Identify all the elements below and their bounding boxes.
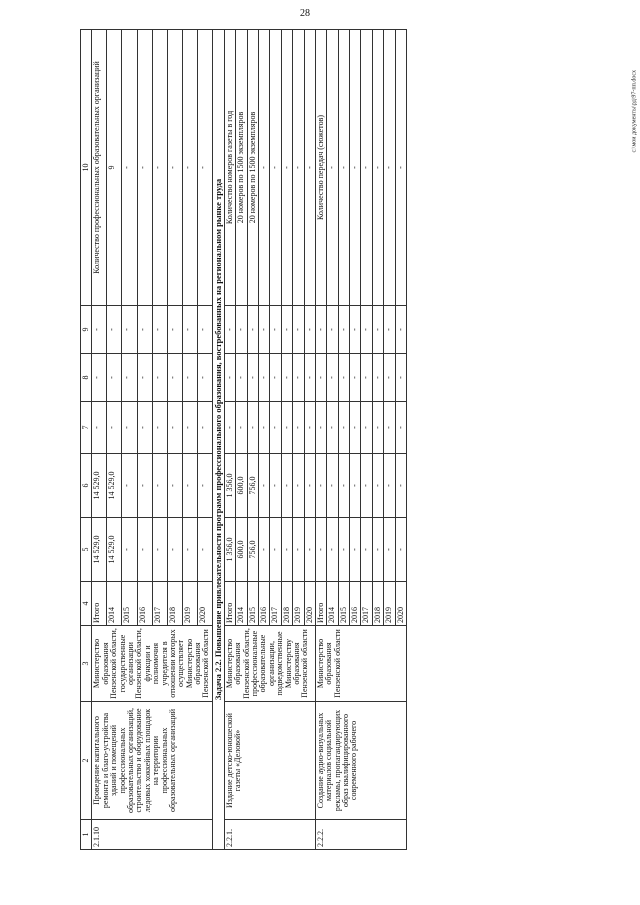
- table-cell: -: [137, 518, 152, 582]
- table-cell: 14 529,0: [107, 454, 122, 518]
- col-header: 2: [81, 702, 92, 820]
- table-cell: -: [304, 306, 315, 354]
- table-cell: -: [281, 454, 292, 518]
- table-cell: -: [167, 518, 182, 582]
- table-cell: -: [350, 454, 361, 518]
- table-cell: -: [372, 518, 383, 582]
- row-number: 2.2.2.: [315, 820, 406, 850]
- table-cell: -: [197, 402, 212, 454]
- table-cell: -: [384, 518, 395, 582]
- col-header: 7: [81, 402, 92, 454]
- indicator-cell: -: [372, 30, 383, 306]
- table-cell: -: [281, 354, 292, 402]
- table-cell: -: [197, 354, 212, 402]
- indicator-cell: -: [361, 30, 372, 306]
- table-cell: -: [152, 354, 167, 402]
- year-cell: 2018: [281, 582, 292, 626]
- table-cell: -: [384, 354, 395, 402]
- table-cell: 14 529,0: [107, 518, 122, 582]
- row-number: 2.2.1.: [224, 820, 315, 850]
- table-cell: -: [361, 454, 372, 518]
- table-cell: -: [315, 518, 326, 582]
- year-cell: 2018: [167, 582, 182, 626]
- table-cell: -: [224, 306, 235, 354]
- table-cell: -: [197, 518, 212, 582]
- year-cell: 2016: [350, 582, 361, 626]
- year-cell: 2019: [384, 582, 395, 626]
- table-cell: -: [372, 354, 383, 402]
- year-cell: 2015: [247, 582, 258, 626]
- table-cell: -: [293, 518, 304, 582]
- table-cell: -: [167, 354, 182, 402]
- year-cell: Итого: [224, 582, 235, 626]
- indicator-cell: -: [122, 30, 137, 306]
- table-cell: -: [350, 306, 361, 354]
- executor: Министерство образования Пензенской области, профессиональные образовательные организации, подведомственные Министерству образования Пензенской области: [224, 626, 315, 702]
- table-cell: -: [270, 402, 281, 454]
- table-cell: 600,0: [236, 454, 247, 518]
- col-header: 4: [81, 582, 92, 626]
- table-cell: -: [395, 402, 406, 454]
- year-cell: 2016: [258, 582, 269, 626]
- indicator-cell: -: [182, 30, 197, 306]
- indicator-cell: -: [304, 30, 315, 306]
- indicator-cell: -: [167, 30, 182, 306]
- table-cell: -: [361, 402, 372, 454]
- table-cell: -: [122, 354, 137, 402]
- table-cell: -: [182, 354, 197, 402]
- indicator-cell: -: [293, 30, 304, 306]
- table-cell: -: [92, 402, 107, 454]
- table-cell: -: [137, 402, 152, 454]
- table-cell: -: [281, 518, 292, 582]
- year-cell: 2016: [137, 582, 152, 626]
- table-cell: -: [361, 518, 372, 582]
- table-cell: -: [395, 518, 406, 582]
- table-cell: -: [107, 354, 122, 402]
- table-cell: -: [122, 454, 137, 518]
- table-cell: -: [182, 306, 197, 354]
- year-cell: Итого: [92, 582, 107, 626]
- indicator-cell: -: [350, 30, 361, 306]
- table-cell: -: [338, 454, 349, 518]
- indicator-cell: -: [395, 30, 406, 306]
- table-cell: 14 529,0: [92, 454, 107, 518]
- year-cell: 2020: [197, 582, 212, 626]
- table-cell: -: [258, 402, 269, 454]
- table-cell: -: [152, 454, 167, 518]
- indicator-cell: -: [384, 30, 395, 306]
- executor: Министерство образования Пензенской области, государственные организации Пензенской области, функции и полномочия учредителя в отношении которых осуществляет Министерство образования Пензенской области: [92, 626, 212, 702]
- table-row: [315, 30, 326, 850]
- table-cell: -: [361, 306, 372, 354]
- table-cell: -: [384, 454, 395, 518]
- indicator-cell: Количество профессиональных образовательных организаций: [92, 30, 107, 306]
- indicator-cell: 9: [107, 30, 122, 306]
- table-cell: 1 356,0: [224, 454, 235, 518]
- year-cell: 2018: [372, 582, 383, 626]
- table-cell: -: [327, 354, 338, 402]
- table-cell: -: [258, 306, 269, 354]
- table-cell: -: [281, 306, 292, 354]
- table-cell: 756,0: [247, 454, 258, 518]
- table-cell: -: [315, 402, 326, 454]
- table-cell: -: [247, 402, 258, 454]
- table-cell: -: [122, 518, 137, 582]
- task-title: Задача 2.2. Повышение привлекательности программ профессионального образования, востребованных на региональном рынке труда: [212, 30, 224, 850]
- year-cell: Итого: [315, 582, 326, 626]
- col-header: 9: [81, 306, 92, 354]
- table-cell: -: [137, 454, 152, 518]
- table-cell: -: [137, 354, 152, 402]
- table-cell: -: [281, 402, 292, 454]
- table-cell: -: [182, 518, 197, 582]
- table-cell: -: [270, 354, 281, 402]
- table-cell: -: [182, 454, 197, 518]
- measure-name: Издание детско-юношеской газеты «Деловой»: [224, 702, 315, 820]
- table-cell: -: [372, 454, 383, 518]
- table-cell: -: [304, 518, 315, 582]
- table-cell: -: [327, 454, 338, 518]
- table-cell: -: [197, 306, 212, 354]
- table-cell: 14 529,0: [92, 518, 107, 582]
- table-cell: -: [247, 306, 258, 354]
- table-cell: -: [384, 402, 395, 454]
- measure-name: Создание аудио-визуальных материалов социальной рекламы, пропагандирующих образ квалифицированного современного рабочего: [315, 702, 406, 820]
- rotated-table-frame: [80, 30, 635, 850]
- table-cell: -: [270, 454, 281, 518]
- task-row: [212, 30, 224, 850]
- table-cell: -: [107, 306, 122, 354]
- table-cell: -: [152, 306, 167, 354]
- year-cell: 2020: [395, 582, 406, 626]
- table-cell: -: [270, 306, 281, 354]
- indicator-cell: Количество номеров газеты в год: [224, 30, 235, 306]
- table-cell: -: [293, 402, 304, 454]
- table-cell: -: [236, 306, 247, 354]
- table-cell: -: [350, 518, 361, 582]
- year-cell: 2015: [338, 582, 349, 626]
- indicator-cell: -: [137, 30, 152, 306]
- table-cell: -: [167, 454, 182, 518]
- page-number: 28: [300, 8, 310, 19]
- table-cell: -: [315, 306, 326, 354]
- year-cell: 2014: [327, 582, 338, 626]
- table-cell: -: [167, 402, 182, 454]
- table-cell: -: [327, 306, 338, 354]
- table-cell: -: [197, 454, 212, 518]
- col-header: 10: [81, 30, 92, 306]
- col-header: 6: [81, 454, 92, 518]
- table-cell: -: [395, 306, 406, 354]
- year-cell: 2019: [293, 582, 304, 626]
- table-cell: -: [327, 402, 338, 454]
- year-cell: 2020: [304, 582, 315, 626]
- indicator-cell: 20 номеров по 1500 экземпляров: [247, 30, 258, 306]
- year-cell: 2015: [122, 582, 137, 626]
- year-cell: 2017: [152, 582, 167, 626]
- measure-name: Проведение капитального ремонта и благо-устройства зданий и помещений профессиональных образовательных организаций, строительство и оборудование ледовых хоккейных площадок на территории профессиональных образовательных организаций: [92, 702, 212, 820]
- year-cell: 2017: [361, 582, 372, 626]
- indicator-cell: -: [338, 30, 349, 306]
- table-cell: -: [350, 354, 361, 402]
- table-cell: -: [258, 354, 269, 402]
- indicator-cell: -: [197, 30, 212, 306]
- table-cell: -: [315, 454, 326, 518]
- table-row: [92, 30, 107, 850]
- table-cell: -: [92, 354, 107, 402]
- table-cell: -: [258, 518, 269, 582]
- table-cell: -: [304, 354, 315, 402]
- col-header: 5: [81, 518, 92, 582]
- table-cell: -: [182, 402, 197, 454]
- year-cell: 2014: [236, 582, 247, 626]
- table-cell: -: [304, 454, 315, 518]
- year-cell: 2014: [107, 582, 122, 626]
- table-cell: -: [270, 518, 281, 582]
- table-cell: -: [293, 306, 304, 354]
- table-cell: 600,0: [236, 518, 247, 582]
- table-cell: -: [372, 402, 383, 454]
- executor: Министерство образования Пензенской области: [315, 626, 406, 702]
- footer-file-path: c:\мои документы\рд\97-пп.docx: [632, 70, 638, 153]
- year-cell: 2019: [182, 582, 197, 626]
- program-table: [80, 29, 407, 850]
- table-cell: 756,0: [247, 518, 258, 582]
- table-cell: -: [122, 402, 137, 454]
- indicator-cell: -: [281, 30, 292, 306]
- table-cell: -: [327, 518, 338, 582]
- indicator-cell: -: [327, 30, 338, 306]
- table-cell: -: [258, 454, 269, 518]
- table-cell: 1 356,0: [224, 518, 235, 582]
- col-header: 3: [81, 626, 92, 702]
- table-cell: -: [247, 354, 258, 402]
- table-row: [224, 30, 235, 850]
- table-cell: -: [350, 402, 361, 454]
- table-cell: -: [338, 518, 349, 582]
- table-cell: -: [224, 354, 235, 402]
- indicator-cell: -: [258, 30, 269, 306]
- table-cell: -: [152, 518, 167, 582]
- table-cell: -: [224, 402, 235, 454]
- table-cell: -: [372, 306, 383, 354]
- table-cell: -: [395, 354, 406, 402]
- col-header: 1: [81, 820, 92, 850]
- indicator-cell: -: [270, 30, 281, 306]
- table-cell: -: [395, 454, 406, 518]
- table-cell: -: [107, 402, 122, 454]
- year-cell: 2017: [270, 582, 281, 626]
- table-cell: -: [361, 354, 372, 402]
- indicator-cell: 20 номеров по 1500 экземпляров: [236, 30, 247, 306]
- col-header: 8: [81, 354, 92, 402]
- table-cell: -: [92, 306, 107, 354]
- table-cell: -: [137, 306, 152, 354]
- indicator-cell: -: [152, 30, 167, 306]
- table-cell: -: [293, 354, 304, 402]
- table-cell: -: [152, 402, 167, 454]
- table-cell: -: [338, 402, 349, 454]
- table-cell: -: [236, 354, 247, 402]
- table-cell: -: [338, 306, 349, 354]
- header-row: [81, 30, 92, 850]
- table-cell: -: [384, 306, 395, 354]
- table-cell: -: [236, 402, 247, 454]
- table-cell: -: [293, 454, 304, 518]
- table-cell: -: [338, 354, 349, 402]
- table-cell: -: [122, 306, 137, 354]
- table-cell: -: [315, 354, 326, 402]
- table-cell: -: [167, 306, 182, 354]
- indicator-cell: Количество передач (сюжетов): [315, 30, 326, 306]
- table-cell: -: [304, 402, 315, 454]
- row-number: 2.1.10: [92, 820, 212, 850]
